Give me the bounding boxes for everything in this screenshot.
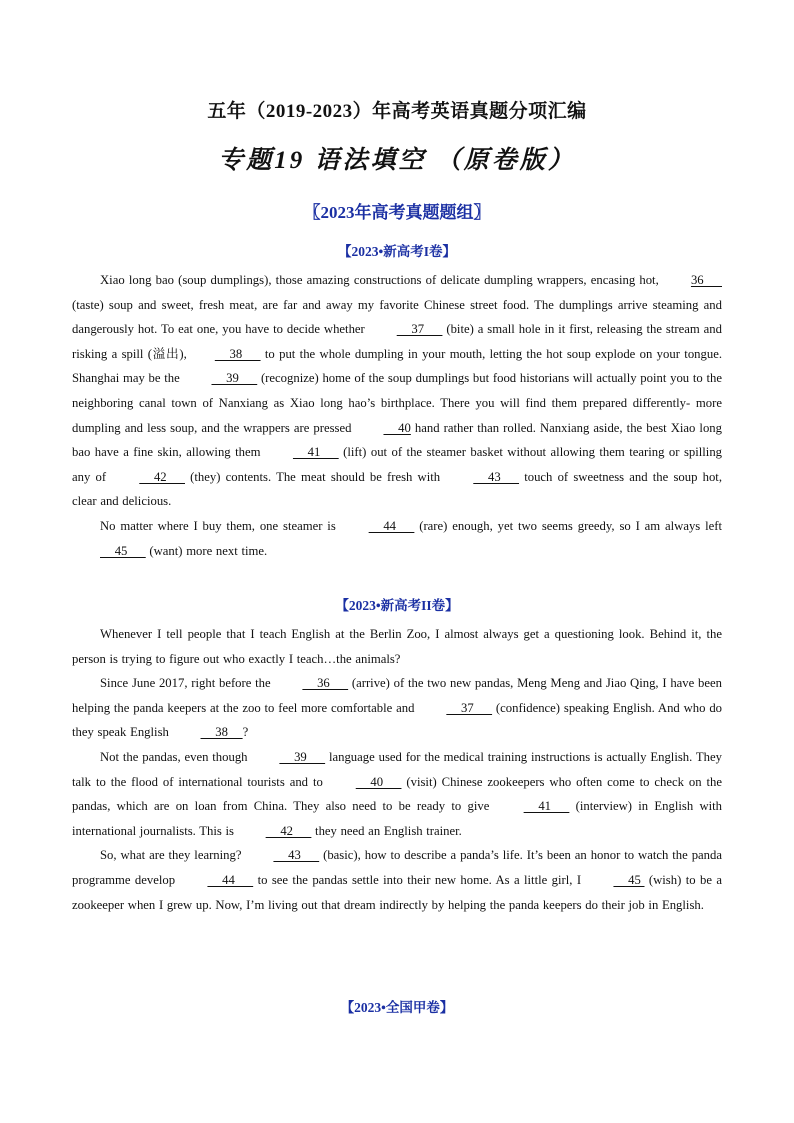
passage-2	[72, 622, 722, 917]
passage-text: they need an English trainer.	[311, 823, 462, 838]
passage-text: (want) more next time.	[145, 543, 268, 558]
passage-text: No matter where I buy them, one steamer is	[100, 518, 341, 533]
passage-text: So, what are they learning?	[100, 848, 246, 863]
paragraph	[72, 671, 722, 745]
question-group-title: 〖2023年高考真题题组〗	[303, 203, 491, 222]
paragraph	[72, 622, 722, 671]
answer-blank: 43	[473, 469, 520, 484]
answer-blank: 36	[690, 273, 722, 287]
passage-text: (interview) in English with international journalists. This is	[72, 799, 723, 838]
section-title-3: 【2023•全国甲卷】	[340, 1000, 454, 1015]
document-subtitle: 专题19 语法填空 （原卷版）	[218, 147, 576, 174]
passage-text: (bite) a small hole in it first, releasing the stream and risking a spill (溢出),	[72, 322, 722, 361]
passage-text: Xiao long bao (soup dumplings), those amazing constructions of delicate dumpling wrappers, encasing hot,	[100, 273, 663, 287]
answer-blank: 37	[396, 322, 443, 337]
answer-blank: 40	[355, 774, 402, 789]
answer-blank: 42	[265, 823, 312, 838]
document-main-title: 五年（2019-2023）年高考英语真题分项汇编	[207, 101, 587, 122]
answer-blank: 43	[273, 848, 320, 863]
passage-text: ?	[242, 725, 249, 740]
answer-blank: 36	[302, 676, 349, 691]
answer-blank: 45	[613, 872, 645, 887]
passage-text: (basic), how to describe a panda’s life. It’s been an honor to watch the panda programme develop	[72, 848, 722, 887]
answer-blank: 40	[383, 420, 411, 435]
answer-blank: 42	[139, 469, 185, 484]
passage-text: Since June 2017, right before the	[100, 676, 275, 691]
passage-text: (arrive) of the two new pandas, Meng Meng and Jiao Qing, I have been helping the panda keepers at the zoo to feel more comfortable and	[72, 676, 722, 715]
answer-blank: 44	[368, 518, 415, 533]
paragraph	[72, 745, 722, 843]
passage-text: language used for the medical training instructions is actually English. They talk to the flood of international tourists and to	[72, 749, 722, 789]
answer-blank: 37	[446, 700, 493, 715]
passage-text: touch of sweetness and the soup hot, clear and delicious.	[72, 469, 722, 509]
answer-blank: 39	[211, 371, 258, 386]
paragraph	[72, 843, 722, 917]
passage-text: hand rather than rolled. Nanxiang aside, the best Xiao long bao have a fine skin, allowing them	[72, 420, 722, 460]
answer-blank: 39	[279, 749, 326, 764]
passage-text: (confidence) speaking English. And who do they speak English	[72, 700, 723, 740]
paragraph	[72, 268, 722, 514]
passage-text: (visit) Chinese zookeepers who often come to check on the pandas, which are on loan from China. They also need to be ready to give	[72, 774, 722, 814]
passage-text: (wish) to be a zookeeper when I grew up. Now, I’m living out that dream indirectly by helping the panda keepers do their job in English.	[72, 872, 722, 912]
answer-blank: 38	[214, 346, 261, 361]
passage-text: Not the pandas, even though	[100, 749, 252, 764]
passage-text: (taste) soup and sweet, fresh meat, are far and away my favorite Chinese street food. The dumplings arrive steaming and dangerously hot. To eat one, you have to decide whether	[72, 297, 722, 337]
passage-text: to put the whole dumpling in your mouth, letting the hot soup explode on your tongue. Shanghai may be the	[72, 346, 722, 386]
section-title-1: 【2023•新高考I卷】	[338, 244, 456, 259]
answer-blank: 41	[292, 445, 339, 460]
passage-text: Whenever I tell people that I teach English at the Berlin Zoo, I almost always get a questioning look. Behind it, the person is trying to figure out who exactly I teach…the animals?	[72, 627, 722, 666]
answer-blank: 45	[100, 543, 146, 558]
paragraph	[72, 514, 722, 563]
section-title-2: 【2023•新高考II卷】	[335, 598, 459, 613]
passage-text: (they) contents. The meat should be fresh with	[185, 469, 446, 484]
answer-blank: 38	[200, 725, 243, 740]
passage-1	[72, 268, 722, 563]
answer-blank: 41	[523, 799, 570, 814]
passage-text: (lift) out of the steamer basket without allowing them tearing or spilling any of	[72, 445, 723, 484]
passage-text: (recognize) home of the soup dumplings but food historians will actually point you to the neighboring canal town of Nanxiang as Xiao long hao’s birthplace. There you will find them prepared differently- more dumpling and less soup, and the wrappers are pressed	[72, 371, 722, 435]
answer-blank: 44	[207, 872, 254, 887]
passage-text: to see the pandas settle into their new home. As a little girl, I	[253, 872, 586, 887]
passage-text: (rare) enough, yet two seems greedy, so I am always left	[414, 518, 723, 533]
